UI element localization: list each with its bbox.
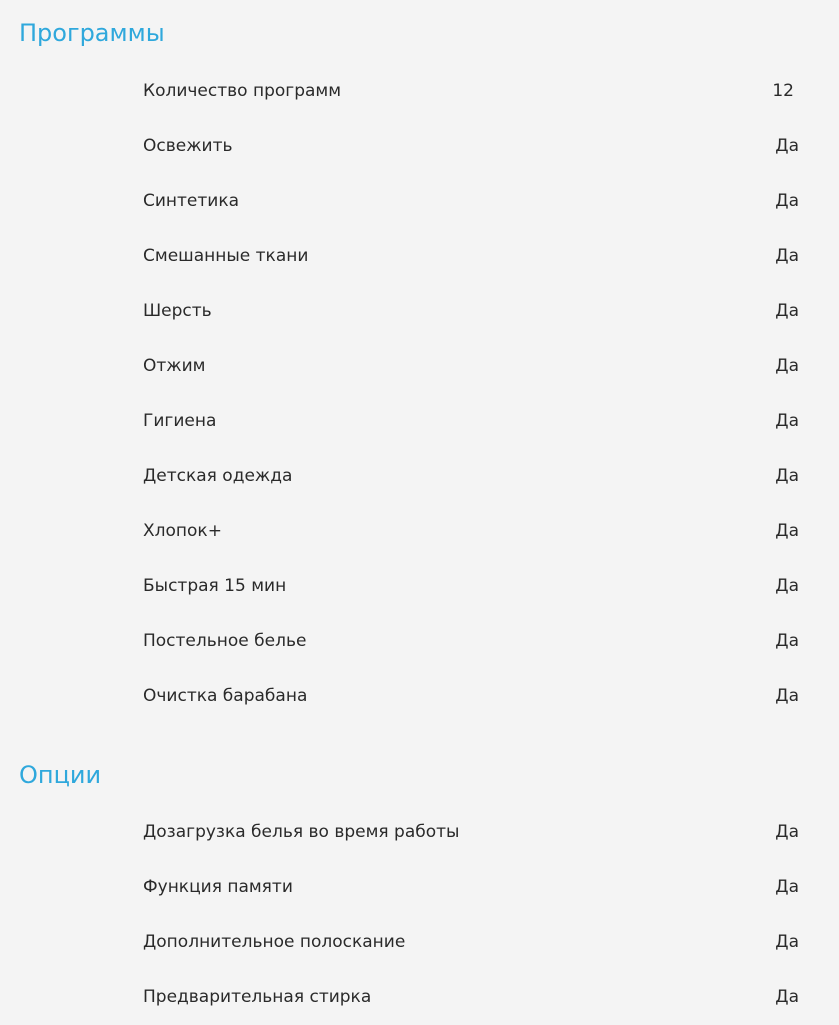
spec-row-wool (0, 296, 839, 326)
spec-label: Дозагрузка белья во время работы (143, 822, 460, 842)
spec-value: Да (775, 191, 799, 211)
spec-label: Освежить (143, 136, 233, 156)
spec-label: Синтетика (143, 191, 240, 211)
spec-value: Да (775, 411, 799, 431)
section-title: Опции (19, 761, 102, 789)
spec-label: Гигиена (143, 411, 217, 431)
spec-row-drum-clean (0, 681, 839, 711)
spec-value: Да (775, 356, 799, 376)
spec-label: Шерсть (143, 301, 212, 321)
spec-row-cotton-plus (0, 516, 839, 546)
spec-row-mixed-fabrics (0, 241, 839, 271)
spec-row-add-laundry (0, 817, 839, 847)
spec-row-quick-15 (0, 571, 839, 601)
spec-value: Да (775, 576, 799, 596)
spec-value: Да (775, 631, 799, 651)
spec-row-spin (0, 351, 839, 381)
spec-value: Да (775, 932, 799, 952)
spec-label: Очистка барабана (143, 686, 308, 706)
spec-value: 12 (772, 81, 794, 101)
section-title: Программы (19, 19, 165, 47)
spec-value: Да (775, 301, 799, 321)
spec-label: Постельное белье (143, 631, 307, 651)
spec-label: Быстрая 15 мин (143, 576, 287, 596)
spec-value: Да (775, 686, 799, 706)
spec-value: Да (775, 521, 799, 541)
spec-label: Детская одежда (143, 466, 293, 486)
spec-row-bedding (0, 626, 839, 656)
spec-label: Функция памяти (143, 877, 293, 897)
spec-label: Смешанные ткани (143, 246, 309, 266)
spec-value: Да (775, 822, 799, 842)
spec-label: Количество программ (143, 81, 342, 101)
spec-value: Да (775, 877, 799, 897)
spec-row-extra-rinse (0, 927, 839, 957)
spec-row-program-count (0, 76, 839, 106)
spec-label: Хлопок+ (143, 521, 222, 541)
spec-value: Да (775, 246, 799, 266)
spec-row-prewash (0, 982, 839, 1012)
spec-value: Да (775, 987, 799, 1007)
spec-row-synthetics (0, 186, 839, 216)
spec-row-refresh (0, 131, 839, 161)
spec-label: Отжим (143, 356, 206, 376)
spec-row-memory (0, 872, 839, 902)
spec-label: Предварительная стирка (143, 987, 372, 1007)
spec-label: Дополнительное полоскание (143, 932, 406, 952)
spec-value: Да (775, 136, 799, 156)
spec-value: Да (775, 466, 799, 486)
spec-row-baby-clothes (0, 461, 839, 491)
spec-row-hygiene (0, 406, 839, 436)
